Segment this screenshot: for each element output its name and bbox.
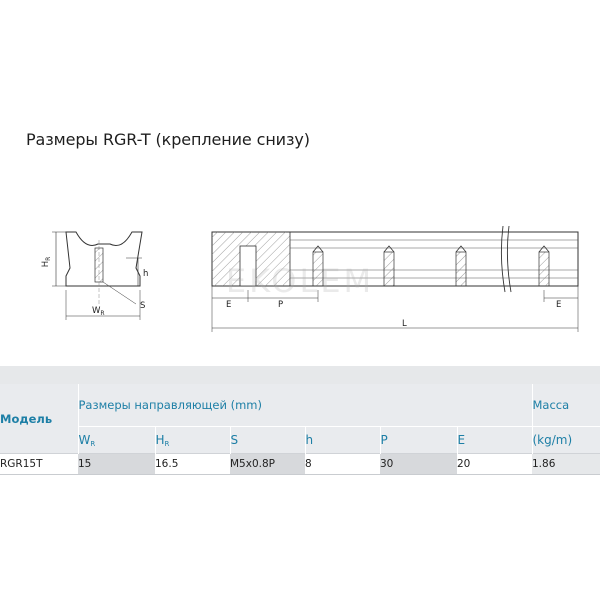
rail-spec-table [0,366,600,475]
e-cell: 20 [457,454,532,475]
col-header-wr: $W_R$ [78,427,155,454]
wr-label: $W_R$ [92,306,105,317]
col-header-e: E [457,427,532,454]
col-header-p: P [380,427,457,454]
e-left-label: E [226,300,232,310]
h-label: h [143,269,149,279]
hr-label: $H_R$ [41,256,52,268]
table-subheader-row [0,427,600,454]
table-top-bar [0,366,600,384]
mass-cell: 1.86 [532,454,600,475]
wr-cell: 15 [78,454,155,475]
model-cell: RGR15T [0,454,78,475]
l-label: L [402,319,407,329]
col-header-s: S [230,427,305,454]
page-title: Размеры RGR-T (крепление снизу) [26,130,310,149]
hr-cell: 16.5 [155,454,230,475]
table-row [0,454,600,475]
col-header-h: h [305,427,380,454]
rail-dimension-drawing [0,220,600,340]
dims-header: Размеры направляющей (mm) [78,384,532,427]
watermark: EKOLEM [225,262,375,300]
table-bottom-line [0,474,600,475]
p-cell: 30 [380,454,457,475]
mass-unit-header: (kg/m) [532,427,600,454]
h-cell: 8 [305,454,380,475]
e-right-label: E [556,300,562,310]
s-cell: M5x0.8P [230,454,305,475]
rail-side-view [212,226,578,332]
table-header-row [0,384,600,427]
s-label: S [140,301,146,311]
p-label: P [278,300,284,310]
model-header: Модель [0,384,78,454]
mass-header: Масса [532,384,600,427]
col-header-hr: $H_R$ [155,427,230,454]
